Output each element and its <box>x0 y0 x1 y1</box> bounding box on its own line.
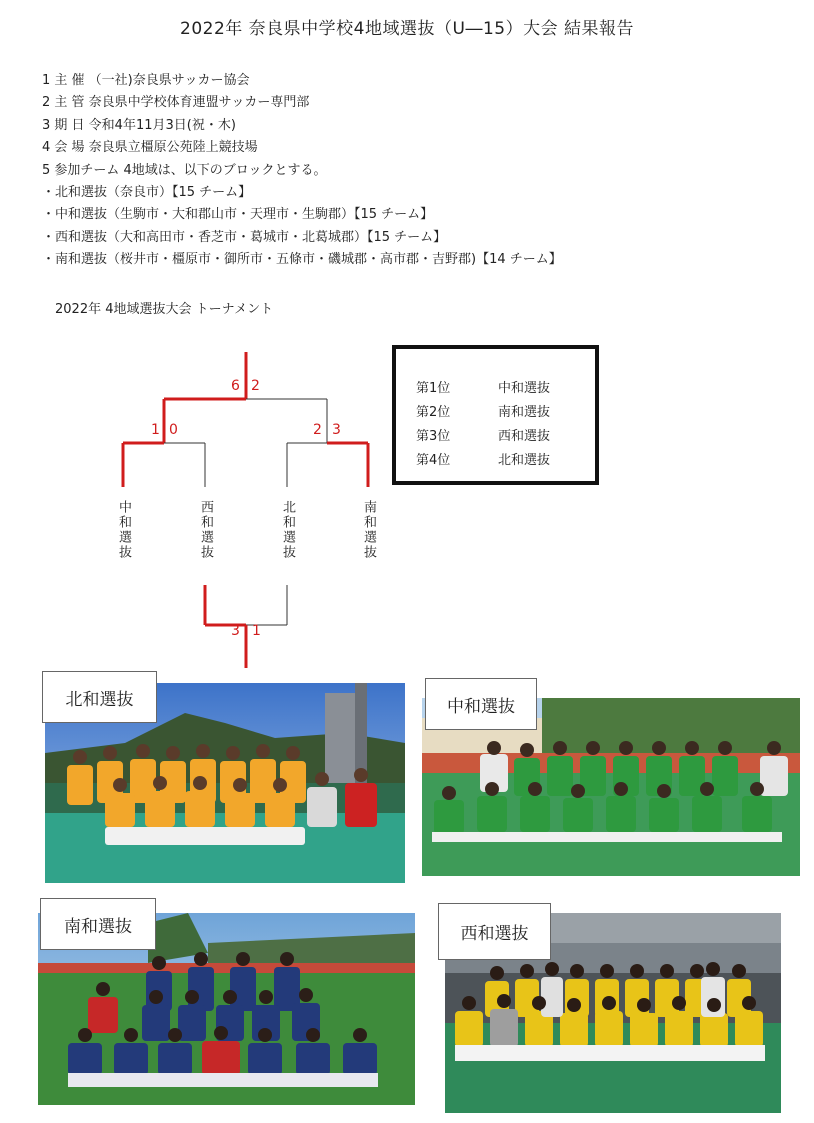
info-block-hokuwa: ・北和選抜（奈良市）【15 チーム】 <box>42 185 252 201</box>
photo-label-seiwa: 西和選抜 <box>438 903 551 960</box>
ranking-row-3 <box>416 425 550 444</box>
info-organizer: 1 主 催 （一社)奈良県サッカー協会 <box>42 73 250 88</box>
score-third-right: 1 <box>252 623 261 639</box>
ranking-place: 第1位 <box>416 381 451 396</box>
info-block-chuwa: ・中和選抜（生駒市・大和郡山市・天理市・生駒郡）【15 チーム】 <box>42 207 434 223</box>
score-semi1-left: 1 <box>151 422 160 438</box>
ranking-team: 北和選抜 <box>498 453 551 468</box>
score-semi2-right: 3 <box>332 422 341 438</box>
ranking-row-1 <box>416 377 550 396</box>
info-manager: 2 主 管 奈良県中学校体育連盟サッカー専門部 <box>42 95 310 111</box>
ranking-team: 西和選抜 <box>498 429 551 444</box>
page-title: 2022年 奈良県中学校4地域選抜（U―15）大会 結果報告 <box>180 19 634 39</box>
ranking-team: 中和選抜 <box>498 381 551 396</box>
ranking-place: 第3位 <box>416 429 451 444</box>
bracket-title: 2022年 4地域選抜大会 トーナメント <box>55 302 274 317</box>
ranking-place: 第2位 <box>416 405 451 420</box>
score-third-left: 3 <box>231 623 240 639</box>
ranking-place: 第4位 <box>416 453 451 468</box>
photo-label-chuwa: 中和選抜 <box>425 678 537 730</box>
info-venue: 4 会 場 奈良県立橿原公苑陸上競技場 <box>42 140 258 156</box>
photo-label-hokuwa: 北和選抜 <box>42 671 157 723</box>
team-name-chuwa: 中和選抜 <box>116 500 131 560</box>
team-name-nanwa: 南和選抜 <box>361 500 376 560</box>
info-teams: 5 参加チーム 4地域は、以下のブロックとする。 <box>42 162 327 178</box>
ranking-box <box>392 345 599 485</box>
team-name-hokuwa: 北和選抜 <box>280 500 295 560</box>
team-name-seiwa: 西和選抜 <box>198 500 213 560</box>
score-semi2-left: 2 <box>313 422 322 438</box>
info-block-seiwa: ・西和選抜（大和高田市・香芝市・葛城市・北葛城郡）【15 チーム】 <box>42 229 447 245</box>
ranking-row-2 <box>416 401 550 420</box>
ranking-team: 南和選抜 <box>498 405 551 420</box>
ranking-row-4 <box>416 449 550 468</box>
score-final-right: 2 <box>251 378 260 394</box>
info-block-nanwa: ・南和選抜（桜井市・橿原市・御所市・五條市・磯城郡・高市郡・吉野郡)【14 チーム】 <box>42 252 562 268</box>
info-date: 3 期 日 令和4年11月3日(祝・木) <box>42 117 236 133</box>
score-semi1-right: 0 <box>169 422 178 438</box>
score-final-left: 6 <box>231 378 240 394</box>
photo-label-nanwa: 南和選抜 <box>40 898 156 950</box>
